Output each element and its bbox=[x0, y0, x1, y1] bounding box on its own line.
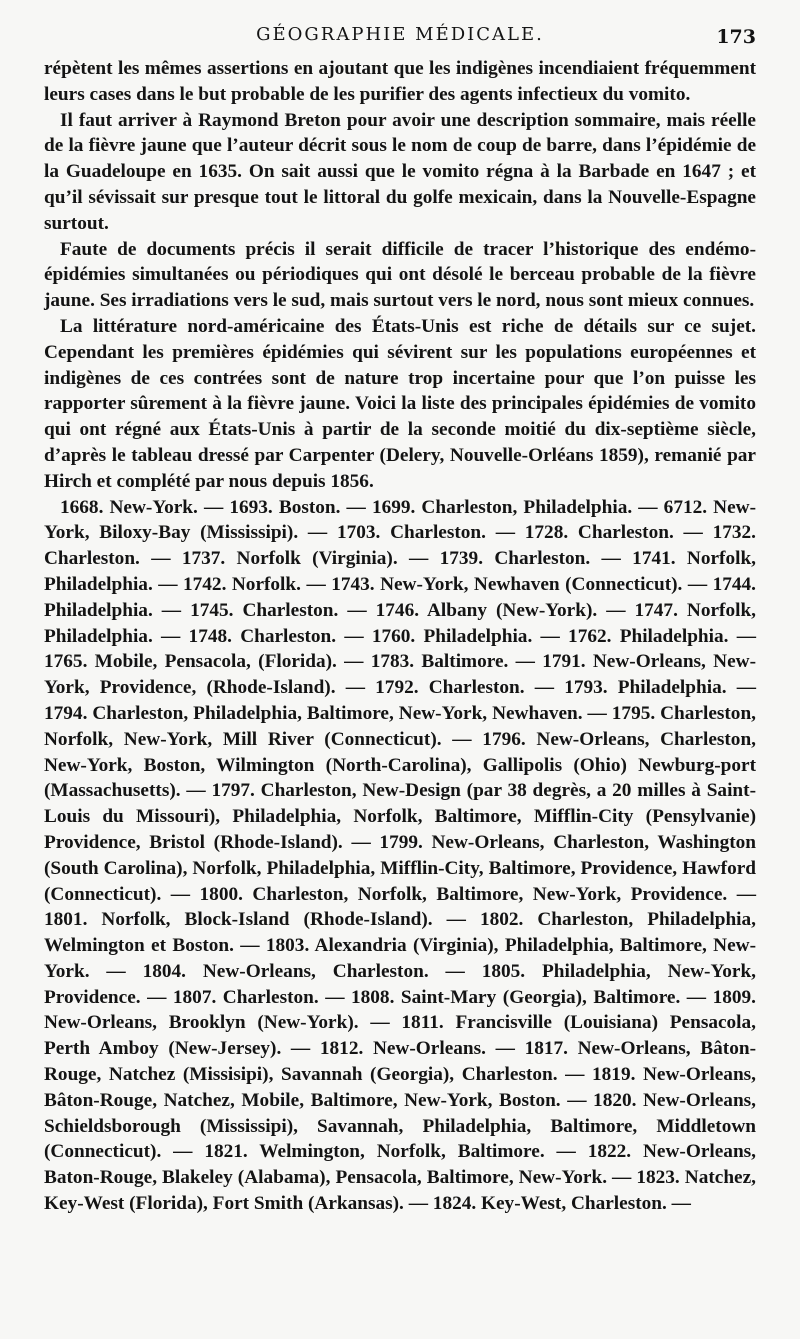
paragraph-endemo-epidemies: Faute de documents précis il serait difficile de tracer l’historique des endémo-épidémies simultanées ou périodiques qui ont désolé le berceau probable de la fièvre jaune. Ses irradiations vers le sud, mais surtout vers le nord, nous sont mieux connues. bbox=[44, 238, 756, 312]
paragraph-vomito-continuation: répètent les mêmes assertions en ajoutant que les indigènes incendiaient fréquemment leurs cases dans le but probable de les purifier des agents infectieux du vomito. bbox=[44, 58, 756, 105]
paragraph-litterature-nord-americaine: La littérature nord-américaine des États-Unis est riche de détails sur ce sujet. Cependant les premières épidémies qui sévirent sur les populations européennes et indigènes de ces contrées sont de nature trop incertaine pour que l’on puisse les rapporter sûrement à la fièvre jaune. Voici la liste des principales épidémies de vomito qui ont régné aux États-Unis à partir de la seconde moitié du dix-septième siècle, d’après le tableau dressé par Carpenter (Delery, Nouvelle-Orléans 1859), remanié par Hirch et complété par nous depuis 1856. bbox=[44, 315, 756, 492]
page-number: 173 bbox=[716, 26, 756, 48]
paragraph-epidemic-list: 1668. New-York. — 1693. Boston. — 1699. Charleston, Philadelphia. — 6712. New-York, Biloxy-Bay (Mississipi). — 1703. Charleston. — 1728. Charleston. — 1732. Charleston. — 1737. Norfolk (Virginia). — 1739. Charleston. — 1741. Norfolk, Philadelphia. — 1742. Norfolk. — 1743. New-York, Newhaven (Connecticut). — 1744. Philadelphia. — 1745. Charleston. — 1746. Albany (New-York). — 1747. Norfolk, Philadelphia. — 1748. Charleston. — 1760. Philadelphia. — 1762. Philadelphia. — 1765. Mobile, Pensacola, (Florida). — 1783. Baltimore. — 1791. New-Orleans, New-York, Providence, (Rhode-Island). — 1792. Charleston. — 1793. Philadelphia. — 1794. Charleston, Philadelphia, Baltimore, New-York, Newhaven. — 1795. Charleston, Norfolk, New-York, Mill River (Connecticut). — 1796. New-Orleans, Charleston, New-York, Boston, Wilmington (North-Carolina), Gallipolis (Ohio) Newburg-port (Massachusetts). — 1797. Charleston, New-Design (par 38 degrès, a 20 milles à Saint-Louis du Missouri), Philadelphia, Norfolk, Baltimore, Mifflin-City (Pensylvanie) Providence, Bristol (Rhode-Island). — 1799. New-Orleans, Charleston, Washington (South Carolina), Norfolk, Philadelphia, Mifflin-City, Baltimore, Providence, Hawford (Connecticut). — 1800. Charleston, Norfolk, Baltimore, New-York, Providence. — 1801. Norfolk, Block-Island (Rhode-Island). — 1802. Charleston, Philadelphia, Welmington et Boston. — 1803. Alexandria (Virginia), Philadelphia, Baltimore, New-York. — 1804. New-Orleans, Charleston. — 1805. Philadelphia, New-York, Providence. — 1807. Charleston. — 1808. Saint-Mary (Georgia), Baltimore. — 1809. New-Orleans, Brooklyn (New-York). — 1811. Francisville (Louisiana) Pensacola, Perth Amboy (New-Jersey). — 1812. New-Orleans. — 1817. New-Orleans, Bâton-Rouge, Natchez (Missisipi), Savannah (Georgia), Charleston. — 1819. New-Orleans, Bâton-Rouge, Natchez, Mobile, Baltimore, New-York, Boston. — 1820. New-Orleans, Schieldsborough (Mississipi), Savannah, Philadelphia, Baltimore, Middletown (Connecticut). — 1821. Welmington, Norfolk, Baltimore. — 1822. New-Orleans, Baton-Rouge, Blakeley (Alabama), Pensacola, Baltimore, New-York. — 1823. Natchez, Key-West (Florida), Fort Smith (Arkansas). — 1824. Key-West, Charleston. — bbox=[44, 496, 756, 1215]
running-title: GÉOGRAPHIE MÉDICALE. bbox=[256, 24, 544, 45]
paragraph-raymond-breton: Il faut arriver à Raymond Breton pour avoir une description sommaire, mais réelle de la fièvre jaune que l’auteur décrit sous le nom de coup de barre, dans l’épidémie de la Guadeloupe en 1635. On sait aussi que le vomito régna à la Barbade en 1647 ; et qu’il sévissait sur presque tout le littoral du golfe mexicain, dans la Nouvelle-Espagne surtout. bbox=[44, 109, 756, 234]
body-text bbox=[44, 56, 756, 1217]
page-header bbox=[44, 20, 756, 56]
